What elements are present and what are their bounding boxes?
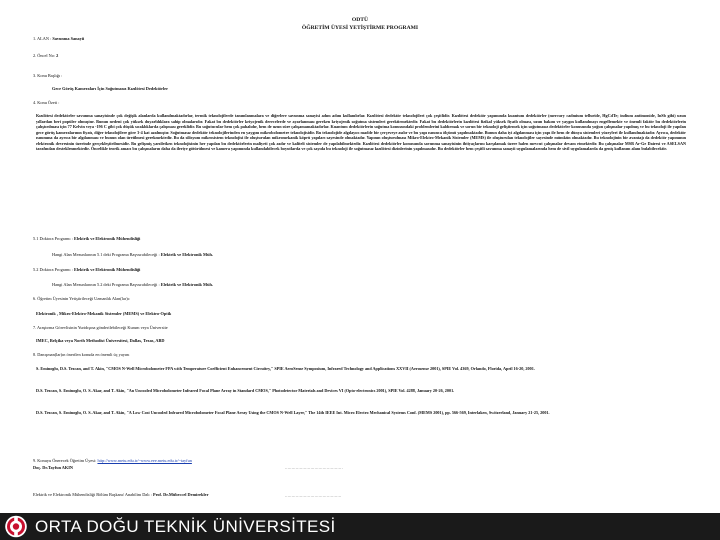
footer-bar: [0, 513, 720, 540]
section-6-label: 6. Öğretim Üyesinin Yetiştirileceği Uzmanlık Alan(lar)ı:: [33, 296, 131, 301]
signature-line: ...........................................: [285, 465, 343, 470]
header-subtitle: ÖĞRETİM ÜYESİ YETİŞTİRME PROGRAMI: [301, 25, 419, 31]
section-9-label: 9. Konuyu Önerecek Öğretim Üyesi:: [33, 458, 97, 463]
section-5-2-value: Elektrik ve Elektronik Mühendisliği: [73, 267, 141, 272]
department-head-name: Prof. Dr.Mübeccel Demirekler: [152, 492, 209, 497]
section-3-value: Gece Görüş Kameraları İçin Soğutmasız Kızılötesi Dedektörler: [52, 86, 168, 91]
section-5-1-sub-label: Hangi Alan Mezunlarının 5.1 deki Programa Başvurabileceği :: [52, 252, 160, 257]
reference-item: S. Eminoglu, D.S. Tezcan, and T. Akin, "CMOS N-Well Microbolometer FPA with Temperature Coefficient Enhancement Circuitry," SPIE AeroSense Symposium, Infrared Technology and Applications XXVII (Aerosense 2001), SPIE Vol. 4369, Orlando, Florida, April 16-20, 2001.: [36, 366, 535, 371]
section-1-label: 1. ALAN :: [33, 36, 52, 41]
section-1: [33, 36, 84, 41]
section-8-label: 8. Danışman(lar)ın önerilen konuda en önemli üç yayını: [33, 352, 130, 357]
section-7-label: 7. Araştırma Görevlisinin Yurtdışına gönderilebileceği Kurum veya Üniversite: [33, 325, 168, 330]
section-5-2-label: 5.2 Doktora Programı :: [33, 267, 73, 272]
section-5-2: [33, 267, 140, 272]
metu-logo-icon: [4, 515, 28, 538]
reference-item: D.S. Tezcan, S. Eminoglu, O. S. Akar, and T. Akin, "An Uncooled Microbolometer Infrared Focal Plane Array in Standard CMOS," Photodetector Materials and Devices VI (Opto-electronics 2001), SPIE Vol. 4288, January 20-26, 2001.: [36, 388, 455, 393]
section-3-label: 3. Konu Başlığı :: [33, 73, 63, 78]
section-2-label: 2. Öncel No:: [33, 53, 56, 58]
summary-paragraph: Kızılötesi dedektörler savunma sanayisinde çok değişik alanlarda kullanılmaktadırlar, termik teknolojilerde tanımlanmalara ve diğerlere savunma sanayisi adım adım kullanılırlar. Kızılötesi dedektör teknolojileri çok çeşitlidir. Kızılötesi dedektör yapımında kuantum dedektörler (mercury cadmium telluride, HgCdTe; indium antimonide, InSb gibi) uzun yıllardan beri popüler olmuştur. Bunun nedeni çok yüksek duyarlılıklara sahip olmalarıdır. Fakat bu dedektörler kriyojenik derecelerde ve ayarlanması gereken kriyojenik soğutma sistemleri gerektirmektedir. Fakat bu dedektörlerin kızılötesi fizikal yüksek fiyatlı olması, uzun bakım ve yaygın kullanılmayı engellemekte ve önemli faktör bu dedektörlerin çalıştırılması için 77 Kelvin veya -196 C gibi çok düşük sıcaklıklarda çalışması gereklidir. Bu soğutucular hem çok pahalıdır, hem de uzun süre çalışamamaktadırlar. Kuantum dedektörlerin soğutma konusundaki problemlerini kaldırmak ve sorun bir teknoloji geliştirmek için soğutmasız dedektörler konusunda yoğun çalışmalar yapılmış ve bu teknoloji ile yapılan gece görüş kameralarının fiyatı, diğer teknolojilere göre 3-4 kat azalmıştır. Soğutmasız dedektör teknolojilerinden en yaygını mikrobolometre teknolojisidir. Bu teknolojide algılayıcı madde bir çerçeveye asılır ve bu yapı ısınınca ölçümü yapılmaktadır. Bunun daha iyi algılanması için yapı ile hem de dünya sistemleri yüzeyleri ile kullanılmaktadır. Ayrıca, dedektör ısınımına da ayrıca bir algılanması ve bunun olan üretilmesi gerekmektedir. Bu da silisyum mikrosistem teknolojisi ile oluşturulan mikromekanik köprü yapıları sayesinde olmaktadır. Yapının oluşturulması Mikro-Elektro-Mekanik Sistemler (MEMS) ile oluşturulan teknolojiler sayesinde mümkün olmaktadır. Bu teknolojinin bir avantajı da dedektör yapımının elektronik devresinin üzerinde gerçekleştirilmesidir. Bu gelişmiş yarıiletken teknolojisinin her yapılan bu dedektörlerin maliyeti çok azdır ve kaliteli sistemler de yapılabilmektedir. Kızılötesi dedektörler konusunda savunma sanayisinin ihtiyaçlarını karşılamak üzere halen mevcut çalışmalar devam etmektedir. Bu çalışmalar MSB Ar-Ge Dairesi ve ASELSAN tarafından desteklenmektedir. Öncelikle teorik amacı bu çalışmaların daha da ileriye götürülmesi ve kamera yapımında kullanılabilecek boyutlarda ve çok sayıda bu teknoloji ile soğutmasız kızılötesi dizinlerinin yapılmasıdır. Bu dedektörler hem çeşitli savunma sanayii uygulamalarında hem de sivil uygulamalarda da geniş kullanım alanı bulabilecektir.: [36, 113, 686, 152]
footer-university-name: ORTA DOĞU TEKNİK ÜNİVERSİTESİ: [35, 517, 336, 536]
reference-item: D.S. Tezcan, S. Eminoglu, O. S. Akar, and T. Akin, "A Low Cost Uncooled Infrared Microbolometer Focal Plane Array Using the CMOS N-Well Layer," The 14th IEEE Int. Micro Electro Mechanical Systems Conf. (MEMS 2001), pp. 566-569, Interlaken, Switzerland, January 21-25, 2001.: [36, 410, 550, 415]
section-5-1-label: 5.1 Doktora Programı :: [33, 236, 73, 241]
section-6-value: Elektronik , Mikro-Elektro-Mekanik Sistemler (MEMS) ve Elektro-Optik: [36, 311, 172, 316]
section-1-value: Savunma Sanayii: [52, 36, 85, 41]
section-5-2-sub-label: Hangi Alan Mezunlarının 5.2 deki Programa Başvurabileceği :: [52, 282, 160, 287]
section-4-label: 4. Konu Özeti :: [33, 100, 60, 105]
section-5-1-sub: [52, 252, 213, 257]
section-5-1: [33, 236, 140, 241]
section-9: [33, 458, 192, 463]
advisor-web-link[interactable]: http://www.metu.edu.tr/~www.eee.metu.edu.tr/~tayfun: [97, 458, 192, 463]
section-5-2-sub: [52, 282, 213, 287]
section-5-2-sub-value: Elektrik ve Elektronik Müh.: [160, 282, 213, 287]
section-2: [33, 53, 58, 58]
header-title: ODTÜ: [351, 17, 369, 23]
section-5-1-value: Elektrik ve Elektronik Mühendisliği: [73, 236, 141, 241]
section-2-value: 2: [56, 53, 59, 58]
signature-line: ..........................................: [285, 493, 342, 498]
department-head-label: Elektrik ve Elektronik Mühendisliği Bölüm Başkanı/ Anabilim Dalı :: [33, 492, 152, 497]
section-7-value: IMEC, Belçika veya North Methodist Üniversitesi, Dallas, Texas, ABD: [36, 338, 165, 343]
section-5-1-sub-value: Elektrik ve Elektronik Müh.: [160, 252, 213, 257]
advisor-name: Doç. Dr.Tayfun AKIN: [33, 465, 74, 470]
department-head: [33, 492, 208, 497]
